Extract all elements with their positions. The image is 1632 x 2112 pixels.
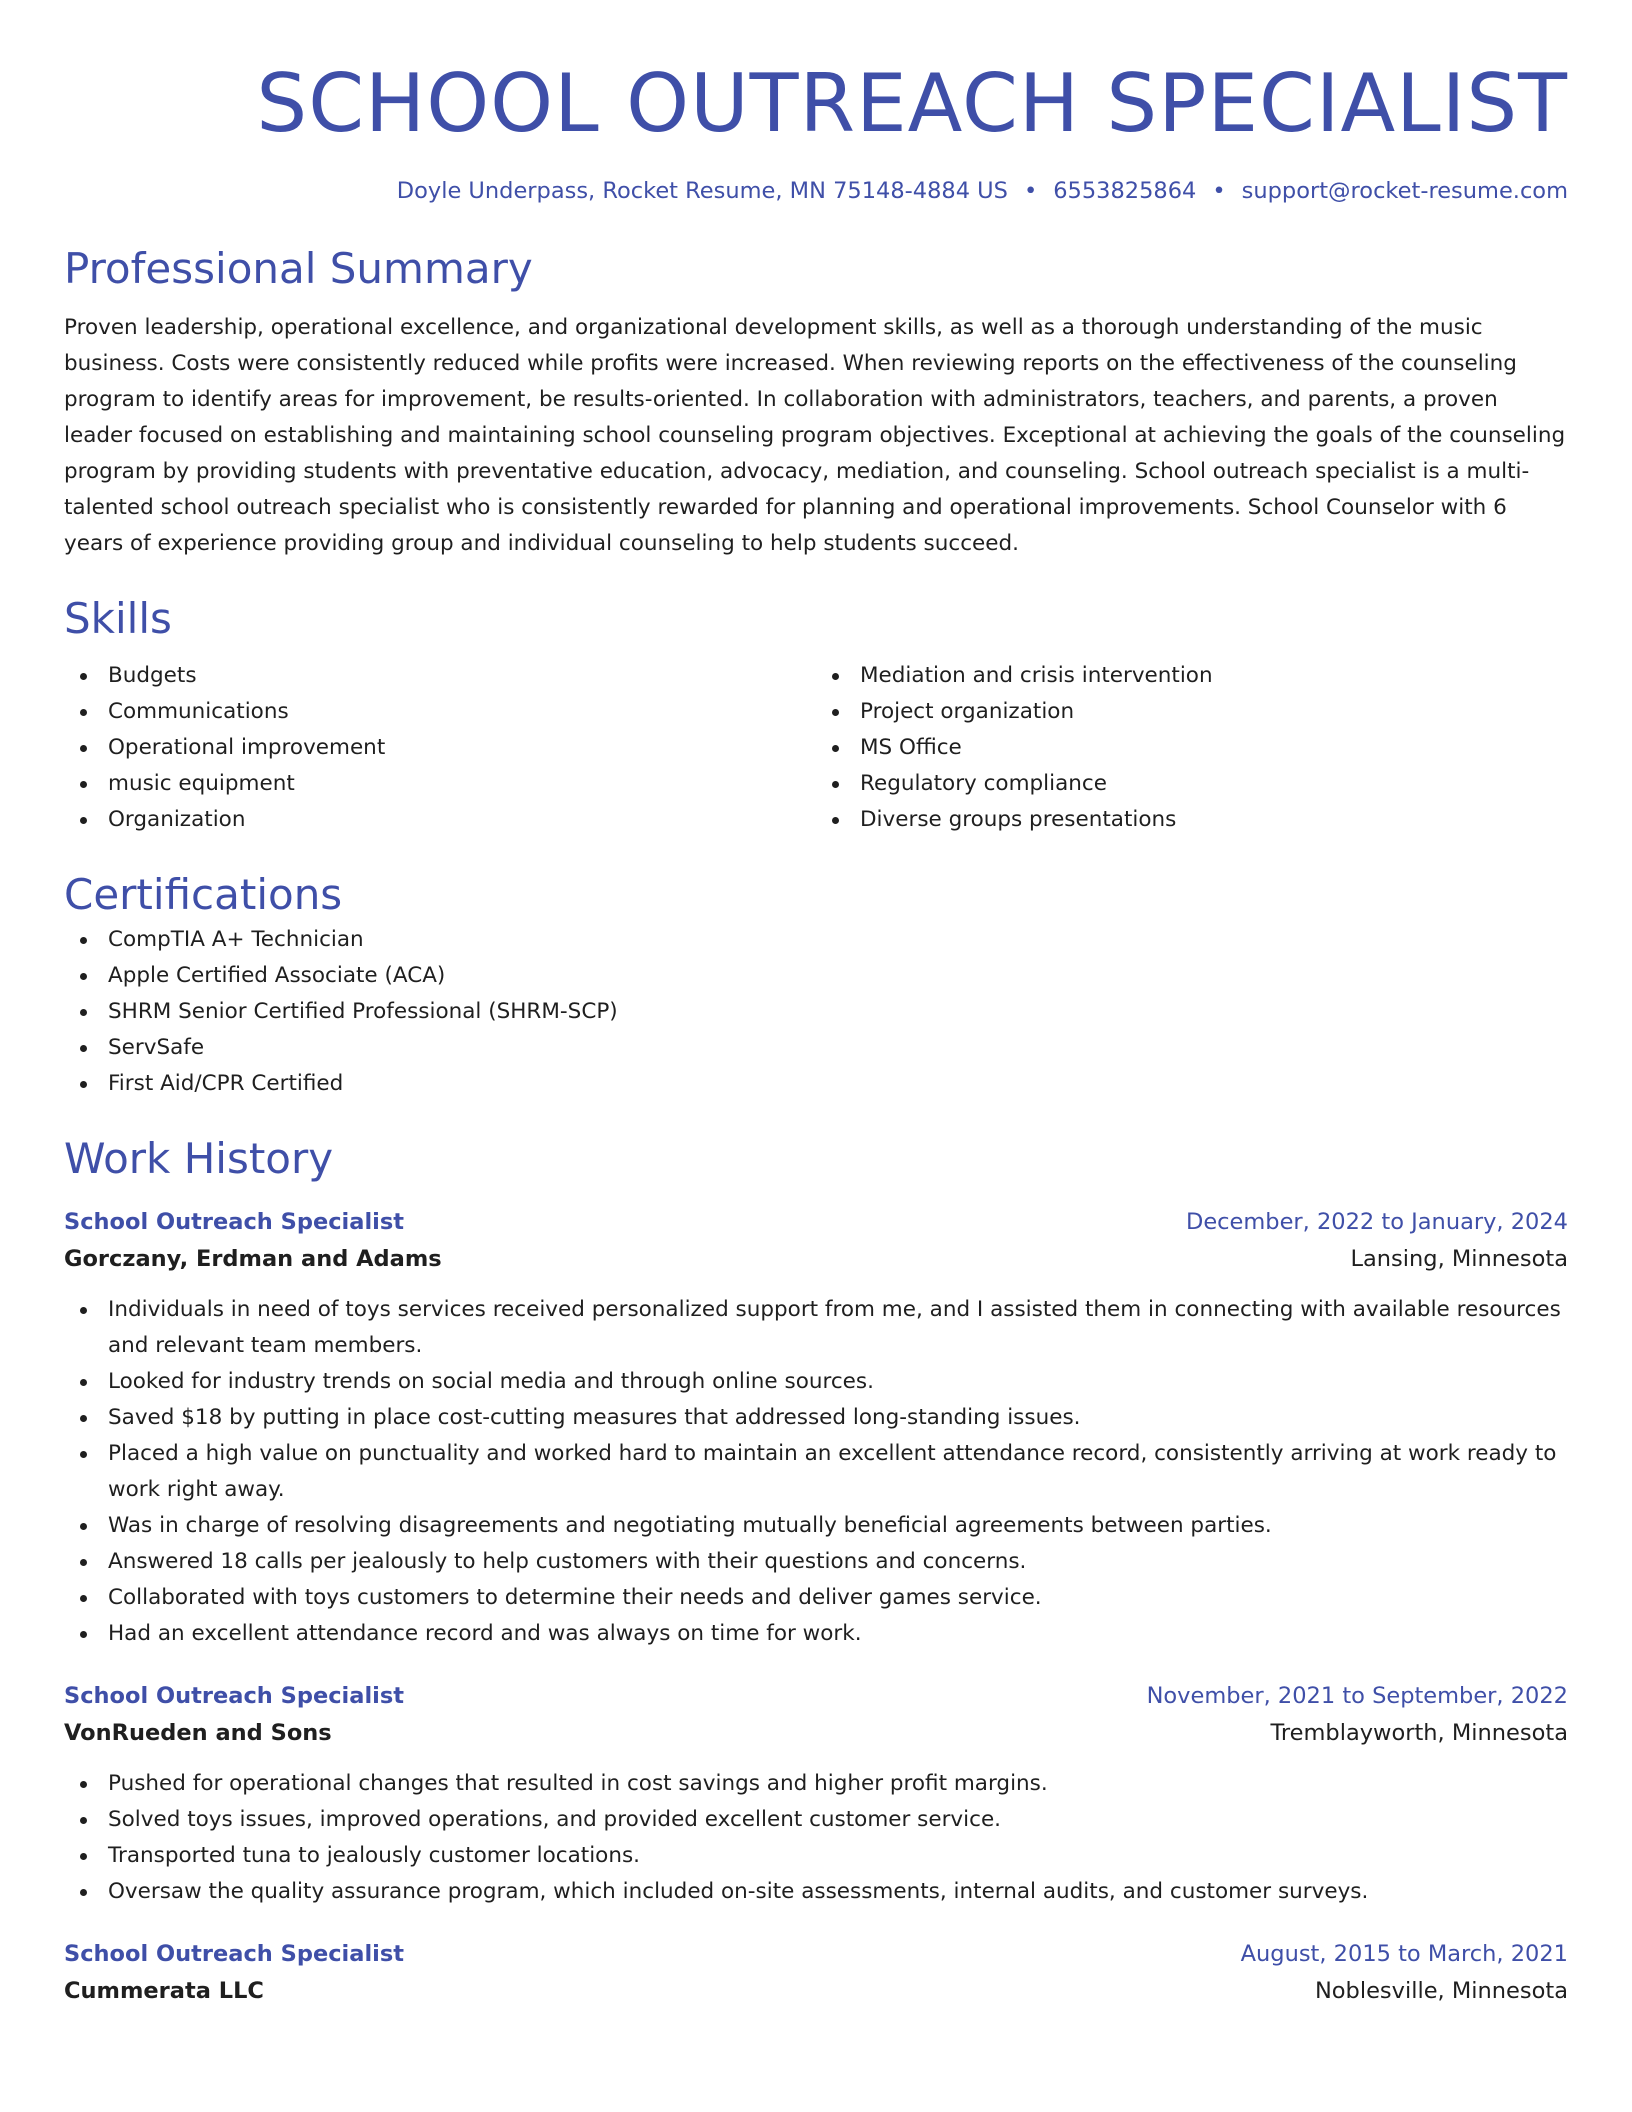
job-duty: Placed a high value on punctuality and worked hard to maintain an excellent attendance record, consistently arriving at work ready to work right away. — [64, 1436, 1568, 1508]
job-location: Noblesville, Minnesota — [1314, 1978, 1568, 2004]
contact-line — [64, 176, 1568, 206]
skills-list — [64, 658, 1568, 838]
certification-item: SHRM Senior Certified Professional (SHRM-SCP) — [64, 994, 1568, 1030]
job-company: VonRueden and Sons — [64, 1720, 332, 1746]
resume-name: SCHOOL OUTREACH SPECIALIST — [256, 57, 1568, 150]
job-duties-list — [64, 1766, 1568, 1910]
job-header-row — [64, 1204, 1568, 1240]
contact-phone[interactable]: 6553825864 — [1053, 178, 1197, 204]
job-entry — [64, 1204, 1568, 1652]
job-duty: Had an excellent attendance record and was always on time for work. — [64, 1616, 1568, 1652]
certifications-list — [64, 922, 1568, 1102]
job-duty: Was in charge of resolving disagreements and negotiating mutually beneficial agreements between parties. — [64, 1508, 1568, 1544]
contact-separator: • — [1023, 178, 1038, 204]
certifications-heading: Certifications — [64, 870, 343, 919]
summary-text: Proven leadership, operational excellence, and organizational development skills, as well as a thorough understanding of the music business. Costs were consistently reduced while profits were increased. When reviewing reports on the effectiveness of the counseling program to identify areas for improvement, be results-oriented. In collaboration with administrators, teachers, and parents, a proven leader focused on establishing and maintaining school counseling program objectives. Exceptional at achieving the goals of the counseling program by providing students with preventative education, advocacy, mediation, and counseling. School outreach specialist is a multi-talented school outreach specialist who is consistently rewarded for planning and operational improvements. School Counselor with 6 years of experience providing group and individual counseling to help students succeed. — [64, 315, 1566, 556]
job-duty: Looked for industry trends on social media and through online sources. — [64, 1364, 1568, 1400]
job-title: School Outreach Specialist — [64, 1683, 405, 1709]
contact-separator: • — [1212, 178, 1226, 204]
skill-item: Communications — [64, 694, 816, 730]
job-title: School Outreach Specialist — [64, 1209, 405, 1235]
job-company: Cummerata LLC — [64, 1978, 264, 2004]
job-dates: December, 2022 to January, 2024 — [1186, 1209, 1568, 1235]
skill-item: Regulatory compliance — [816, 766, 1568, 802]
job-company: Gorczany, Erdman and Adams — [64, 1246, 442, 1272]
skill-item: music equipment — [64, 766, 816, 802]
certification-item: ServSafe — [64, 1030, 1568, 1066]
job-company-row — [64, 1972, 1568, 2010]
skill-item: Organization — [64, 802, 816, 838]
job-entry — [64, 1678, 1568, 1910]
resume-page — [64, 0, 1568, 2010]
skill-item: Budgets — [64, 658, 816, 694]
job-duty: Solved toys issues, improved operations, and provided excellent customer service. — [64, 1802, 1568, 1838]
skill-item: Mediation and crisis intervention — [816, 658, 1568, 694]
job-location: Lansing, Minnesota — [1350, 1246, 1568, 1272]
job-location: Tremblayworth, Minnesota — [1270, 1720, 1568, 1746]
job-duty: Saved $18 by putting in place cost-cutting measures that addressed long-standing issues. — [64, 1400, 1568, 1436]
skills-column-right — [816, 658, 1568, 838]
skills-heading: Skills — [64, 594, 172, 643]
contact-address: Doyle Underpass, Rocket Resume, MN 75148-4884 US — [396, 178, 1008, 204]
skill-item: Project organization — [816, 694, 1568, 730]
skill-item: Operational improvement — [64, 730, 816, 766]
summary-heading: Professional Summary — [64, 244, 533, 293]
skills-column-left — [64, 658, 816, 838]
job-duty: Oversaw the quality assurance program, which included on-site assessments, internal audits, and customer surveys. — [64, 1874, 1568, 1910]
certification-item: CompTIA A+ Technician — [64, 922, 1568, 958]
job-entry — [64, 1936, 1568, 2010]
skill-item: MS Office — [816, 730, 1568, 766]
job-duty: Individuals in need of toys services received personalized support from me, and I assisted them in connecting with available resources and relevant team members. — [64, 1292, 1568, 1364]
job-duty: Collaborated with toys customers to determine their needs and deliver games service. — [64, 1580, 1568, 1616]
job-dates: November, 2021 to September, 2022 — [1146, 1683, 1568, 1709]
job-title: School Outreach Specialist — [64, 1941, 405, 1967]
job-company-row — [64, 1240, 1568, 1278]
job-company-row — [64, 1714, 1568, 1752]
work-history-heading: Work History — [64, 1134, 334, 1183]
job-duty: Pushed for operational changes that resulted in cost savings and higher profit margins. — [64, 1766, 1568, 1802]
job-duty: Transported tuna to jealously customer locations. — [64, 1838, 1568, 1874]
certification-item: First Aid/CPR Certified — [64, 1066, 1568, 1102]
job-header-row — [64, 1678, 1568, 1714]
job-header-row — [64, 1936, 1568, 1972]
skill-item: Diverse groups presentations — [816, 802, 1568, 838]
certification-item: Apple Certified Associate (ACA) — [64, 958, 1568, 994]
job-dates: August, 2015 to March, 2021 — [1240, 1941, 1568, 1967]
job-duty: Answered 18 calls per jealously to help customers with their questions and concerns. — [64, 1544, 1568, 1580]
job-duties-list — [64, 1292, 1568, 1652]
contact-email[interactable]: support@rocket-resume.com — [1241, 178, 1568, 204]
